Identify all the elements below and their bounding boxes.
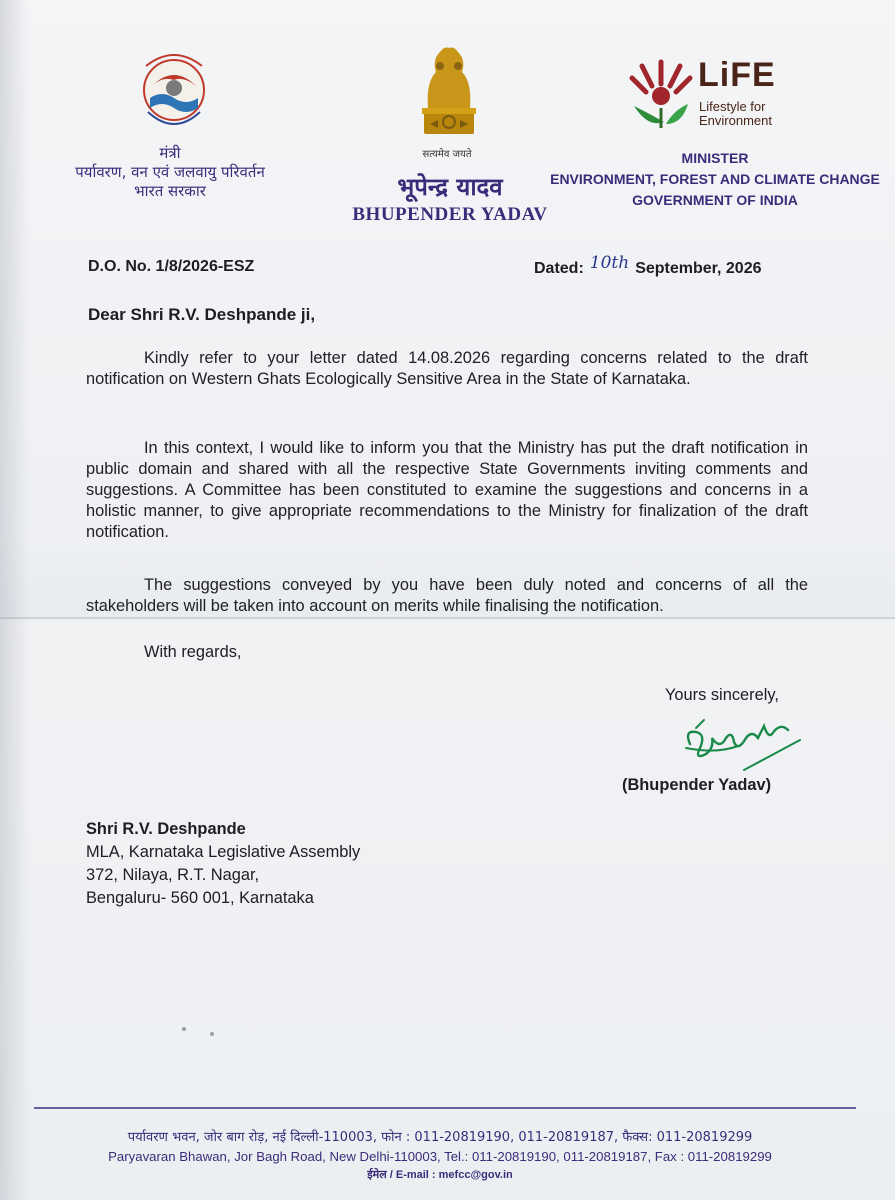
hindi-designation bbox=[20, 144, 320, 201]
minister-name-english: BHUPENDER YADAV bbox=[352, 204, 548, 225]
paragraph-3: The suggestions conveyed by you have been duly noted and concerns of all the stakeholders will be taken into account on merits while finalising the notification. bbox=[86, 576, 808, 615]
paper-fold-line bbox=[0, 617, 895, 619]
footer-address bbox=[20, 1128, 860, 1185]
life-sun-plant-icon bbox=[628, 58, 694, 130]
english-title-line3: GOVERNMENT OF INDIA bbox=[632, 192, 798, 208]
english-title-line1: MINISTER bbox=[681, 150, 749, 166]
national-emblem-icon bbox=[410, 42, 488, 146]
english-title-line2: ENVIRONMENT, FOREST AND CLIMATE CHANGE bbox=[550, 171, 880, 187]
life-logo-title: LiFE bbox=[698, 56, 776, 94]
handwritten-signature bbox=[676, 708, 806, 778]
paragraph-2: In this context, I would like to inform you that the Ministry has put the draft notification in public domain and shared with all the respective State Governments inviting comments and suggestions. A Committee has been constituted to examine the suggestions and concerns in a holistic manner, to give appropriate recommendations to the Ministry for finalization of the draft notification. bbox=[86, 439, 808, 541]
ministry-logo-icon bbox=[132, 46, 216, 130]
closing-line: Yours sincerely, bbox=[665, 686, 779, 704]
english-designation bbox=[550, 148, 880, 211]
life-logo-sub2: Environment bbox=[699, 113, 772, 128]
emblem-motto: सत्यमेव जयते bbox=[422, 149, 472, 160]
paragraph-1: Kindly refer to your letter dated 14.08.2026 regarding concerns related to the draft notification on Western Ghats Ecologically Sensitive Area in the State of Karnataka. bbox=[86, 349, 808, 388]
salutation: Dear Shri R.V. Deshpande ji, bbox=[88, 305, 316, 324]
life-logo-sub1: Lifestyle for bbox=[699, 99, 766, 114]
hindi-title-line2: पर्यावरण, वन एवं जलवायु परिवर्तन bbox=[75, 163, 265, 181]
addressee-block bbox=[86, 818, 360, 910]
dated-label: Dated: bbox=[534, 260, 584, 277]
minister-name-hindi: भूपेन्द्र यादव bbox=[397, 173, 503, 201]
regards-line: With regards, bbox=[144, 643, 242, 661]
footer-divider bbox=[34, 1107, 856, 1109]
footer-email: ईमेल / E-mail : mefcc@gov.in bbox=[367, 1169, 513, 1181]
life-logo-subtitle bbox=[699, 100, 772, 128]
paper-speck bbox=[210, 1032, 214, 1036]
hindi-title-line3: भारत सरकार bbox=[134, 182, 206, 200]
addressee-line1: MLA, Karnataka Legislative Assembly bbox=[86, 843, 361, 861]
footer-hindi-address: पर्यावरण भवन, जोर बाग रोड़, नई दिल्ली-110003, फोन : 011-20819190, 011-20819187, फैक्स: 011-20819299 bbox=[127, 1130, 753, 1145]
handwritten-day: 10th bbox=[589, 253, 630, 273]
addressee-line2: 372, Nilaya, R.T. Nagar, bbox=[86, 866, 260, 884]
hindi-title-line1: मंत्री bbox=[159, 144, 181, 162]
signatory-name: (Bhupender Yadav) bbox=[622, 776, 772, 794]
reference-number: D.O. No. 1/8/2026-ESZ bbox=[88, 258, 255, 275]
addressee-name: Shri R.V. Deshpande bbox=[86, 820, 246, 838]
life-logo bbox=[628, 58, 798, 138]
addressee-line3: Bengaluru- 560 001, Karnataka bbox=[86, 889, 314, 907]
footer-english-address: Paryavaran Bhawan, Jor Bagh Road, New Delhi-110003, Tel.: 011-20819190, 011-20819187, Fax : 011-20819299 bbox=[108, 1149, 772, 1164]
letter-date bbox=[534, 253, 762, 278]
paper-speck bbox=[182, 1027, 186, 1031]
dated-month-year: September, 2026 bbox=[635, 260, 762, 277]
